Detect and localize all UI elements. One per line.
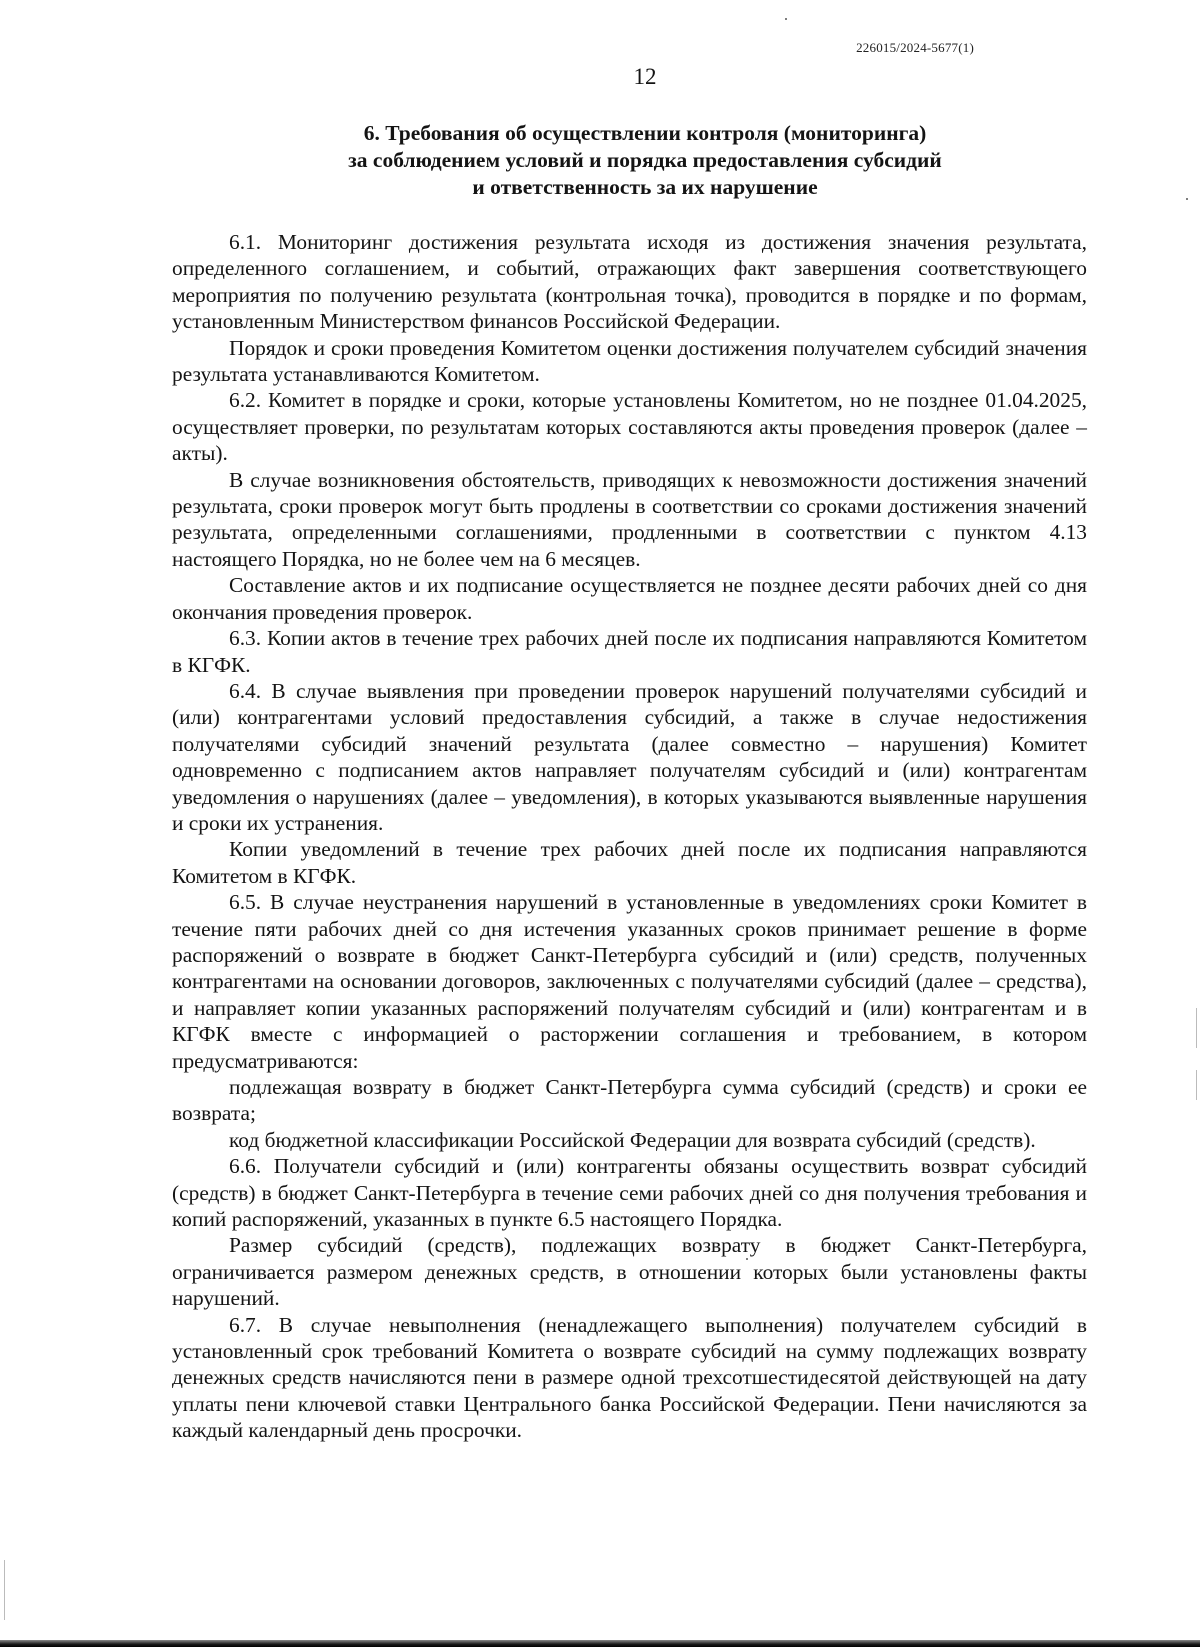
paragraph-6-4: 6.4. В случае выявления при проведении проверок нарушений получателями субсидий и (или) контрагентами условий предоставления субсидий, а также в случае недостижения получателями субсидий значений результата (далее совместно – нарушения) Комитет одновременно с подписанием актов направляет получателям субсидий и (или) контрагентам уведомления о нарушениях (далее – уведомления), в которых указываются выявленные нарушения и сроки их устранения. [172, 678, 1087, 835]
scan-bottom-edge [0, 1640, 1200, 1647]
paragraph-6-2: 6.2. Комитет в порядке и сроки, которые установлены Комитетом, но не позднее 01.04.2025, осуществляет проверки, по результатам которых составляются акты проведения проверок (далее – акты). [172, 388, 1087, 466]
paragraph-6-1: 6.1. Мониторинг достижения результата исходя из достижения значения результата, определенного соглашением, и событий, отражающих факт завершения соответствующего мероприятия по получению результата (контрольная точка), проводится в порядке и по формам, установленным Министерством финансов Российской Федерации. [172, 230, 1087, 334]
paragraph: Порядок и сроки проведения Комитетом оценки достижения получателем субсидий значения результата устанавливаются Комитетом. [172, 335, 1087, 387]
paragraph: код бюджетной классификации Российской Федерации для возврата субсидий (средств). [229, 1127, 1036, 1152]
section-title-line: за соблюдением условий и порядка предоставления субсидий [348, 148, 942, 172]
paragraph: Размер субсидий (средств), подлежащих возврату в бюджет Санкт-Петербурга, ограничивается размером денежных средств, в отношении которых были установлены факты нарушений. [172, 1233, 1087, 1311]
document-number: 226015/2024-5677(1) [856, 40, 974, 55]
section-title [260, 120, 1030, 201]
scan-edge-mark [4, 1560, 5, 1620]
scan-speck [746, 1258, 748, 1260]
page-number: 12 [633, 64, 657, 89]
scan-edge-mark [1196, 1070, 1197, 1100]
scan-edge-mark [1196, 1008, 1197, 1048]
scan-speck [1186, 198, 1188, 200]
paragraph-6-3: 6.3. Копии актов в течение трех рабочих дней после их подписания направляются Комитетом в КГФК. [172, 626, 1087, 677]
paragraph: подлежащая возврату в бюджет Санкт-Петербурга сумма субсидий (средств) и сроки ее возврата; [172, 1075, 1087, 1126]
paragraph: В случае возникновения обстоятельств, приводящих к невозможности достижения значений результата, сроки проверок могут быть продлены в соответствии со сроками достижения значений результата, определенными соглашениями, продленными в соответствии с пунктом 4.13 настоящего Порядка, но не более чем на 6 месяцев. [172, 467, 1087, 571]
scan-speck [785, 18, 787, 20]
section-title-line: 6. Требования об осуществлении контроля (мониторинга) [363, 121, 927, 145]
paragraph: Составление актов и их подписание осуществляется не позднее десяти рабочих дней со дня окончания проведения проверок. [172, 573, 1087, 624]
section-title-line: и ответственность за их нарушение [472, 175, 818, 199]
paragraph-6-6: 6.6. Получатели субсидий и (или) контрагенты обязаны осуществить возврат субсидий (средств) в бюджет Санкт-Петербурга в течение семи рабочих дней со дня получения требования и копий распоряжений, указанных в пункте 6.5 настоящего Порядка. [172, 1154, 1087, 1232]
paragraph-6-5: 6.5. В случае неустранения нарушений в установленные в уведомлениях сроки Комитет в течение пяти рабочих дней со дня истечения указанных сроков принимает решение в форме распоряжений о возврате в бюджет Санкт-Петербурга субсидий и (или) средств, полученных контрагентами на основании договоров, заключенных с получателями субсидий (далее – средства), и направляет копии указанных распоряжений получателям субсидий и (или) контрагентам и в КГФК вместе с информацией о расторжении соглашения и требованием, в котором предусматриваются: [172, 890, 1087, 1073]
paragraph: Копии уведомлений в течение трех рабочих дней после их подписания направляются Комитетом в КГФК. [172, 837, 1087, 888]
paragraph-6-7: 6.7. В случае невыполнения (ненадлежащего выполнения) получателем субсидий в установленный срок требований Комитета о возврате субсидий на сумму подлежащих возврату денежных средств начисляются пени в размере одной трехсотшестидесятой действующей на дату уплаты пени ключевой ставки Центрального банка Российской Федерации. Пени начисляются за каждый календарный день просрочки. [172, 1312, 1087, 1443]
document-body [172, 229, 1087, 1444]
